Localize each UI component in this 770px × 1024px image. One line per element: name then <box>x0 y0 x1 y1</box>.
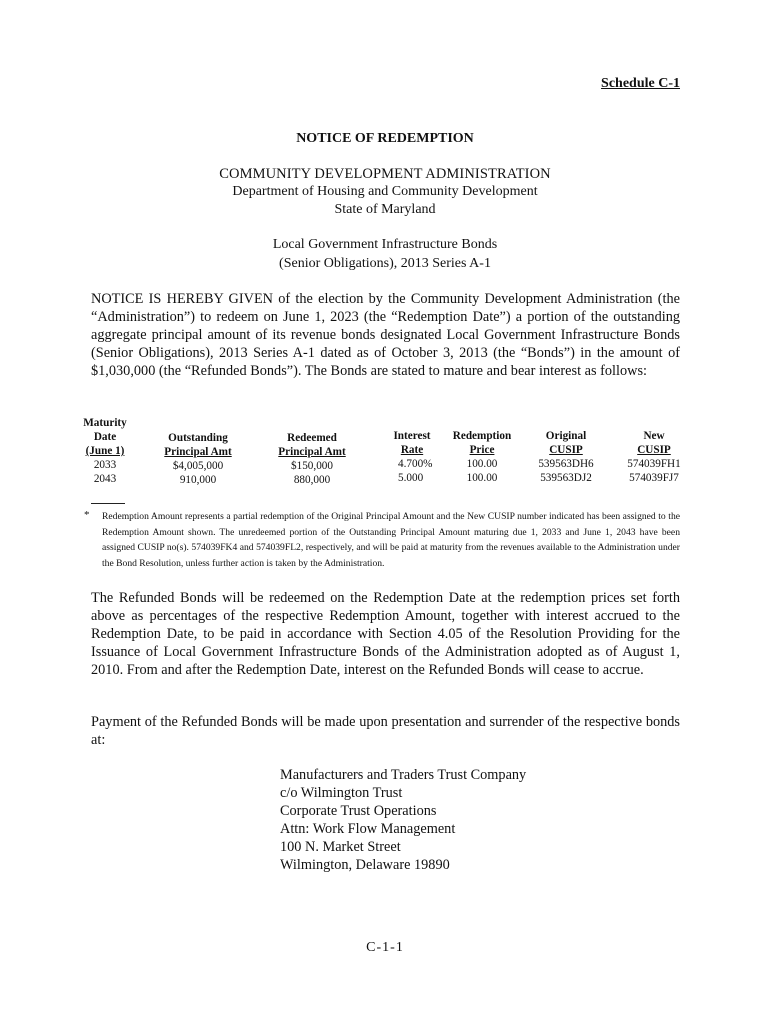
payment-paragraph: Payment of the Refunded Bonds will be made upon presentation and surrender of the respective bonds at: <box>91 714 680 748</box>
series-subtitle: (Senior Obligations), 2013 Series A-1 <box>279 256 491 271</box>
issuer-department: Department of Housing and Community Development <box>232 184 538 199</box>
footnote-text: Redemption Amount represents a partial redemption of the Original Principal Amount and the New CUSIP number indicated has been assigned to the Redemption Amount shown. The unredeemed portion of the Outstanding Principal Amount maturing due 1, 2033 and June 1, 2043 have been assigned CUSIP no(s). 574039FK4 and 574039FL2, respectively, and will be paid at maturity from the revenues available to the Administration under the Bond Resolution, unless further action is taken by the Administration. <box>102 511 680 569</box>
new-cusip-header: New <box>643 430 665 442</box>
interest-rate-cell: 4.700% <box>398 458 433 470</box>
maturity-cell: 2033 <box>93 459 117 471</box>
address-line: Corporate Trust Operations <box>280 803 437 819</box>
address-line: Manufacturers and Traders Trust Company <box>280 767 527 783</box>
column-outstanding-principal <box>155 431 241 487</box>
notice-paragraph: NOTICE IS HEREBY GIVEN of the election by the Community Development Administration (the “Administration”) to redeem on June 1, 2023 (the “Redemption Date”) a portion of the outstanding aggregate principal amount of its revenue bonds designated Local Government Infrastructure Bonds (Senior Obligations), 2013 Series A-1 dated as of October 3, 2013 (the “Bonds”) in the amount of $1,030,000 (the “Refunded Bonds”). The Bonds are stated to mature and bear interest as follows: <box>91 291 680 379</box>
redeemed-cell: $150,000 <box>291 460 333 472</box>
notice-title: NOTICE OF REDEMPTION <box>296 131 474 146</box>
new-cusip-cell: 574039FJ7 <box>629 472 679 484</box>
outstanding-cell: $4,005,000 <box>172 460 224 472</box>
column-interest-rate <box>386 429 438 485</box>
redemption-header: Redemption <box>452 430 512 442</box>
outstanding-subheader: Principal Amt <box>164 446 232 458</box>
column-redeemed-principal <box>271 431 353 487</box>
new-cusip-cell: 574039FH1 <box>627 458 681 470</box>
page-number: C-1-1 <box>366 940 404 955</box>
paying-agent-address <box>280 766 526 874</box>
new-cusip-subheader: CUSIP <box>637 444 671 456</box>
redemption-price-cell: 100.00 <box>466 472 498 484</box>
footnote-divider <box>91 503 125 504</box>
address-line: 100 N. Market Street <box>280 839 401 855</box>
interest-subheader: Rate <box>400 444 424 456</box>
maturity-header-line3: (June 1) <box>85 445 125 457</box>
address-line: Attn: Work Flow Management <box>280 821 456 837</box>
issuer-state: State of Maryland <box>334 202 436 217</box>
issuer-name: COMMUNITY DEVELOPMENT ADMINISTRATION <box>219 166 551 182</box>
redemption-paragraph: The Refunded Bonds will be redeemed on the Redemption Date at the redemption prices set forth above as percentages of the respective Redemption Amount, together with interest accrued to the Redemption Date, to be paid in accordance with Section 4.05 of the Resolution Providing for the Issuance of Local Government Infrastructure Bonds of the Administration adopted as of August 1, 2010. From and after the Redemption Date, interest on the Refunded Bonds will cease to accrue. <box>91 590 680 678</box>
redeemed-cell: 880,000 <box>293 474 331 486</box>
maturity-cell: 2043 <box>93 473 117 485</box>
footnote-marker: * <box>84 509 90 521</box>
redeemed-subheader: Principal Amt <box>278 446 346 458</box>
series-title: Local Government Infrastructure Bonds <box>272 237 498 252</box>
original-cusip-cell: 539563DJ2 <box>540 472 592 484</box>
redemption-subheader: Price <box>469 444 495 456</box>
redeemed-header: Redeemed <box>287 432 337 444</box>
original-cusip-subheader: CUSIP <box>549 444 583 456</box>
outstanding-cell: 910,000 <box>179 474 217 486</box>
column-maturity-date <box>77 416 133 486</box>
address-line: c/o Wilmington Trust <box>280 785 403 801</box>
original-cusip-header: Original <box>545 430 587 442</box>
schedule-label: Schedule C-1 <box>601 76 680 91</box>
maturity-header-line1: Maturity <box>83 417 127 429</box>
address-line: Wilmington, Delaware 19890 <box>280 857 450 873</box>
outstanding-header: Outstanding <box>168 432 228 444</box>
column-redemption-price <box>447 429 517 485</box>
interest-rate-cell: 5.000 <box>398 472 424 484</box>
original-cusip-cell: 539563DH6 <box>538 458 594 470</box>
interest-header: Interest <box>393 430 431 442</box>
maturity-header-line2: Date <box>93 431 117 443</box>
column-new-cusip <box>618 429 690 485</box>
column-original-cusip <box>528 429 604 485</box>
redemption-price-cell: 100.00 <box>466 458 498 470</box>
